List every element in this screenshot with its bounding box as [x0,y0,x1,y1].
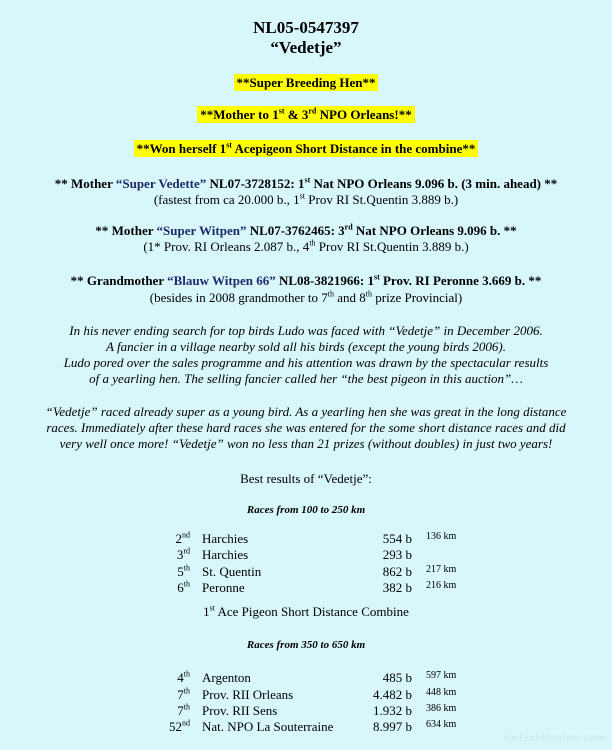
grandmother-prefix: ** Grandmother [70,273,168,288]
grandmother-detail-sup-b: th [365,289,372,299]
result-birds: 1.932 b [373,703,412,718]
mother-detail-a: (fastest from ca 20.000 b., 1 [153,192,300,207]
grandmother-detail-c: prize Provincial) [372,290,463,305]
result-row [0,564,612,580]
grandmother-sup: st [373,272,380,282]
highlight-2-sup-a: st [278,106,285,116]
result-birds: 862 b [382,564,412,579]
result-birds: 485 b [382,670,412,685]
result-race: Harchies [202,531,249,546]
ace-suffix: st [209,603,215,613]
story-p1-line-1: In his never ending search for top birds Ludo was faced with “Vedetje” in December 2006. [69,323,543,338]
result-km: 597 km [426,670,457,681]
grandmother-line-1 [0,273,612,289]
mother-result: Nat NPO Orleans 9.096 b. (3 min. ahead) ** [310,176,558,191]
result-row [0,531,612,547]
result-place [150,580,190,596]
grandmother-name: “Blauw Witpen 66” [167,273,276,288]
result-birds: 4.482 b [373,687,412,702]
result-km: 136 km [426,531,457,542]
place-suffix: rd [183,546,190,556]
story-p2-line-3: very well once more! “Vedetje” won no less than 21 prizes (without doubles) in just two years! [59,436,553,451]
ace-pigeon-line [0,604,612,620]
result-race: Prov. RII Orleans [202,687,294,702]
highlight-1 [0,74,612,92]
mother-name: “Super Vedette” [115,176,207,191]
grandmother-line-2 [0,290,612,306]
result-row [0,703,612,719]
place-suffix: th [183,669,190,679]
mother2-sup: rd [344,222,353,232]
mother-detail-b: Prov RI St.Quentin 3.889 b.) [305,192,459,207]
highlight-3-text-a: **Won herself 1 [136,141,227,156]
mother-sup: st [304,175,311,185]
result-km: 448 km [426,687,457,698]
mother2-detail-sup: th [309,238,316,248]
place-number: 2 [175,531,182,546]
place-number: 52 [169,719,182,734]
mother2-line-2 [0,239,612,255]
place-suffix: nd [182,718,190,728]
result-birds: 554 b [382,531,412,546]
ace-number: 1 [203,604,210,619]
result-place [150,547,190,563]
highlight-2 [0,106,612,124]
place-number: 5 [177,564,184,579]
result-row [0,670,612,686]
result-race: Peronne [202,580,245,595]
story-p1-line-3: Ludo pored over the sales programme and his attention was drawn by the spectacular results [63,355,549,370]
result-place [150,687,190,703]
grandmother-detail-sup-a: th [327,289,334,299]
mother2-name: “Super Witpen” [156,223,247,238]
result-birds: 8.997 b [373,719,412,734]
result-row [0,547,612,563]
result-row [0,580,612,596]
result-race: Prov. RII Sens [202,703,278,718]
section-1-title: Races from 100 to 250 km [246,504,366,516]
highlight-1-text: **Super Breeding Hen** [236,75,376,90]
watermark: kwtzajelunion.com [504,733,606,744]
result-birds: 382 b [382,580,412,595]
result-place [150,703,190,719]
grandmother-result: Prov. RI Peronne 3.669 b. ** [379,273,542,288]
place-suffix: th [183,563,190,573]
grandmother-detail-a: (besides in 2008 grandmother to 7 [149,290,328,305]
mother-ring: NL07-3728152: 1 [206,176,305,191]
highlight-2-text-b: & 3 [284,107,309,122]
mother2-detail-a: (1* Prov. RI Orleans 2.087 b., 4 [143,239,310,254]
highlight-3-sup: st [226,140,232,150]
mother-line-1 [0,176,612,192]
mother2-prefix: ** Mother [95,223,157,238]
story-p1-line-2: A fancier in a village nearby sold all his birds (except the young birds 2006). [106,339,506,354]
place-suffix: nd [182,530,190,540]
story-p2-line-2: races. Immediately after these hard races she was entered for the some short distance races and did [46,420,566,435]
mother2-line-1 [0,223,612,239]
result-place [150,670,190,686]
place-suffix: th [183,686,190,696]
place-number: 6 [177,580,184,595]
result-race: Harchies [202,547,249,562]
highlight-2-text-a: **Mother to 1 [200,107,279,122]
story-p2-line-1: “Vedetje” raced already super as a young bird. As a yearling hen she was great in the long distance [45,404,567,419]
result-race: St. Quentin [202,564,262,579]
result-race: Nat. NPO La Souterraine [202,719,334,734]
results-heading: Best results of “Vedetje”: [240,471,372,486]
place-number: 7 [177,703,184,718]
result-km: 386 km [426,703,457,714]
section-2-title: Races from 350 to 650 km [246,639,366,651]
result-km: 216 km [426,580,457,591]
place-number: 3 [176,547,184,562]
result-km: 634 km [426,719,457,730]
mother-detail-sup: st [299,191,306,201]
highlight-2-text-c: NPO Orleans!** [316,107,412,122]
mother2-detail-b: Prov RI St.Quentin 3.889 b.) [315,239,469,254]
result-race: Argenton [202,670,251,685]
pigeon-name: “Vedetje” [270,38,342,57]
mother2-ring: NL07-3762465: 3 [246,223,345,238]
grandmother-detail-b: and 8 [333,290,366,305]
highlight-3 [0,140,612,158]
result-place [150,719,190,735]
highlight-3-text-b: Acepigeon Short Distance in the combine** [231,141,476,156]
mother-line-2 [0,192,612,208]
grandmother-ring: NL08-3821966: 1 [275,273,374,288]
place-suffix: th [183,702,190,712]
place-suffix: th [183,579,190,589]
result-birds: 293 b [382,547,412,562]
story-p1-line-4: of a yearling hen. The selling fancier called her “the best pigeon in this auction”… [89,371,523,386]
place-number: 7 [177,687,184,702]
result-row [0,687,612,703]
result-place [150,564,190,580]
ace-text: Ace Pigeon Short Distance Combine [214,604,409,619]
place-number: 4 [177,670,184,685]
mother-prefix: ** Mother [54,176,116,191]
mother2-result: Nat NPO Orleans 9.096 b. ** [352,223,517,238]
result-place [150,531,190,547]
highlight-2-sup-b: rd [308,106,317,116]
result-km: 217 km [426,564,457,575]
ring-number: NL05-0547397 [253,18,359,37]
